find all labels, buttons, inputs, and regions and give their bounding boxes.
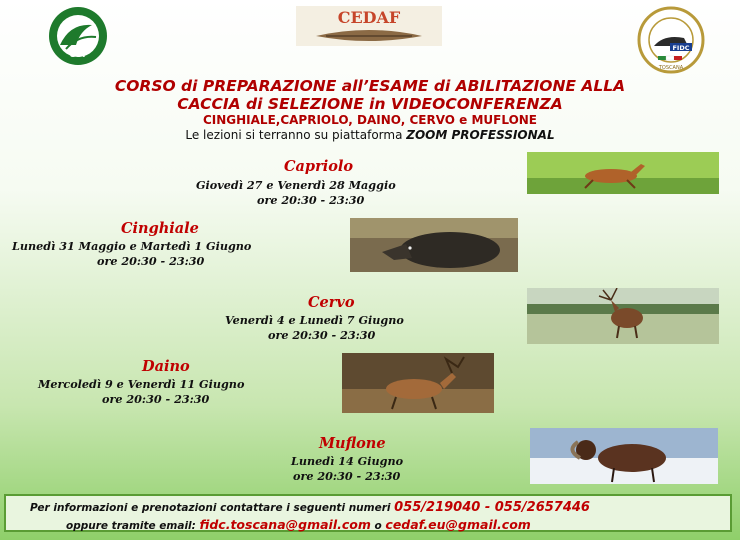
fidc-logo-text: FIDC bbox=[672, 44, 690, 52]
photo-cinghiale bbox=[350, 218, 518, 272]
title-line-1: CORSO di PREPARAZIONE all’ESAME di ABILITAZIONE ALLA bbox=[114, 77, 626, 95]
cedaf-logo-text: CEDAF bbox=[337, 8, 401, 27]
time-cinghiale: ore 20:30 - 23:30 bbox=[97, 254, 205, 268]
species-cinghiale: Cinghiale bbox=[121, 220, 199, 237]
fidc-logo bbox=[624, 6, 718, 74]
species-cervo: Cervo bbox=[308, 294, 355, 311]
photo-cervo bbox=[527, 288, 719, 344]
footer-info-line bbox=[30, 500, 590, 515]
dates-cervo: Venerdì 4 e Lunedì 7 Giugno bbox=[225, 313, 404, 327]
platform-name: ZOOM PROFESSIONAL bbox=[406, 128, 555, 142]
time-muflone: ore 20:30 - 23:30 bbox=[293, 469, 401, 483]
dates-daino: Mercoledì 9 e Venerdì 11 Giugno bbox=[38, 377, 245, 391]
cedaf-logo bbox=[296, 6, 442, 46]
dates-cinghiale: Lunedì 31 Maggio e Martedì 1 Giugno bbox=[12, 239, 252, 253]
photo-muflone bbox=[530, 428, 718, 484]
time-daino: ore 20:30 - 23:30 bbox=[102, 392, 210, 406]
footer-info-text: Per informazioni e prenotazioni contattare i seguenti numeri bbox=[30, 502, 395, 514]
time-cervo: ore 20:30 - 23:30 bbox=[268, 328, 376, 342]
photo-capriolo bbox=[527, 152, 719, 194]
title-line-2: CACCIA di SELEZIONE in VIDEOCONFERENZA bbox=[177, 95, 563, 113]
photo-daino bbox=[342, 353, 494, 413]
dates-muflone: Lunedì 14 Giugno bbox=[291, 454, 404, 468]
species-muflone: Muflone bbox=[319, 435, 386, 452]
email-cedaf[interactable]: cedaf.eu@gmail.com bbox=[385, 517, 531, 532]
species-list: CINGHIALE,CAPRIOLO, DAINO, CERVO e MUFLONE bbox=[202, 113, 538, 127]
footer-email-prefix: oppure tramite email: bbox=[66, 520, 200, 532]
contact-footer bbox=[4, 494, 732, 532]
fidc-logo-subtext: TOSCANA bbox=[658, 65, 684, 71]
platform-prefix: Le lezioni si terranno su piattaforma bbox=[185, 128, 407, 142]
species-capriolo: Capriolo bbox=[284, 158, 354, 175]
cct-logo-text: CCT bbox=[69, 50, 87, 59]
phone-numbers: 055/219040 - 055/2657446 bbox=[394, 500, 590, 515]
email-fidc[interactable]: fidc.toscana@gmail.com bbox=[199, 517, 371, 532]
dates-capriolo: Giovedì 27 e Venerdì 28 Maggio bbox=[196, 178, 396, 192]
platform-line bbox=[0, 128, 740, 142]
cct-logo bbox=[30, 5, 126, 67]
footer-connector: o bbox=[370, 520, 386, 532]
time-capriolo: ore 20:30 - 23:30 bbox=[257, 193, 365, 207]
species-daino: Daino bbox=[142, 358, 190, 375]
footer-email-line bbox=[66, 517, 531, 532]
